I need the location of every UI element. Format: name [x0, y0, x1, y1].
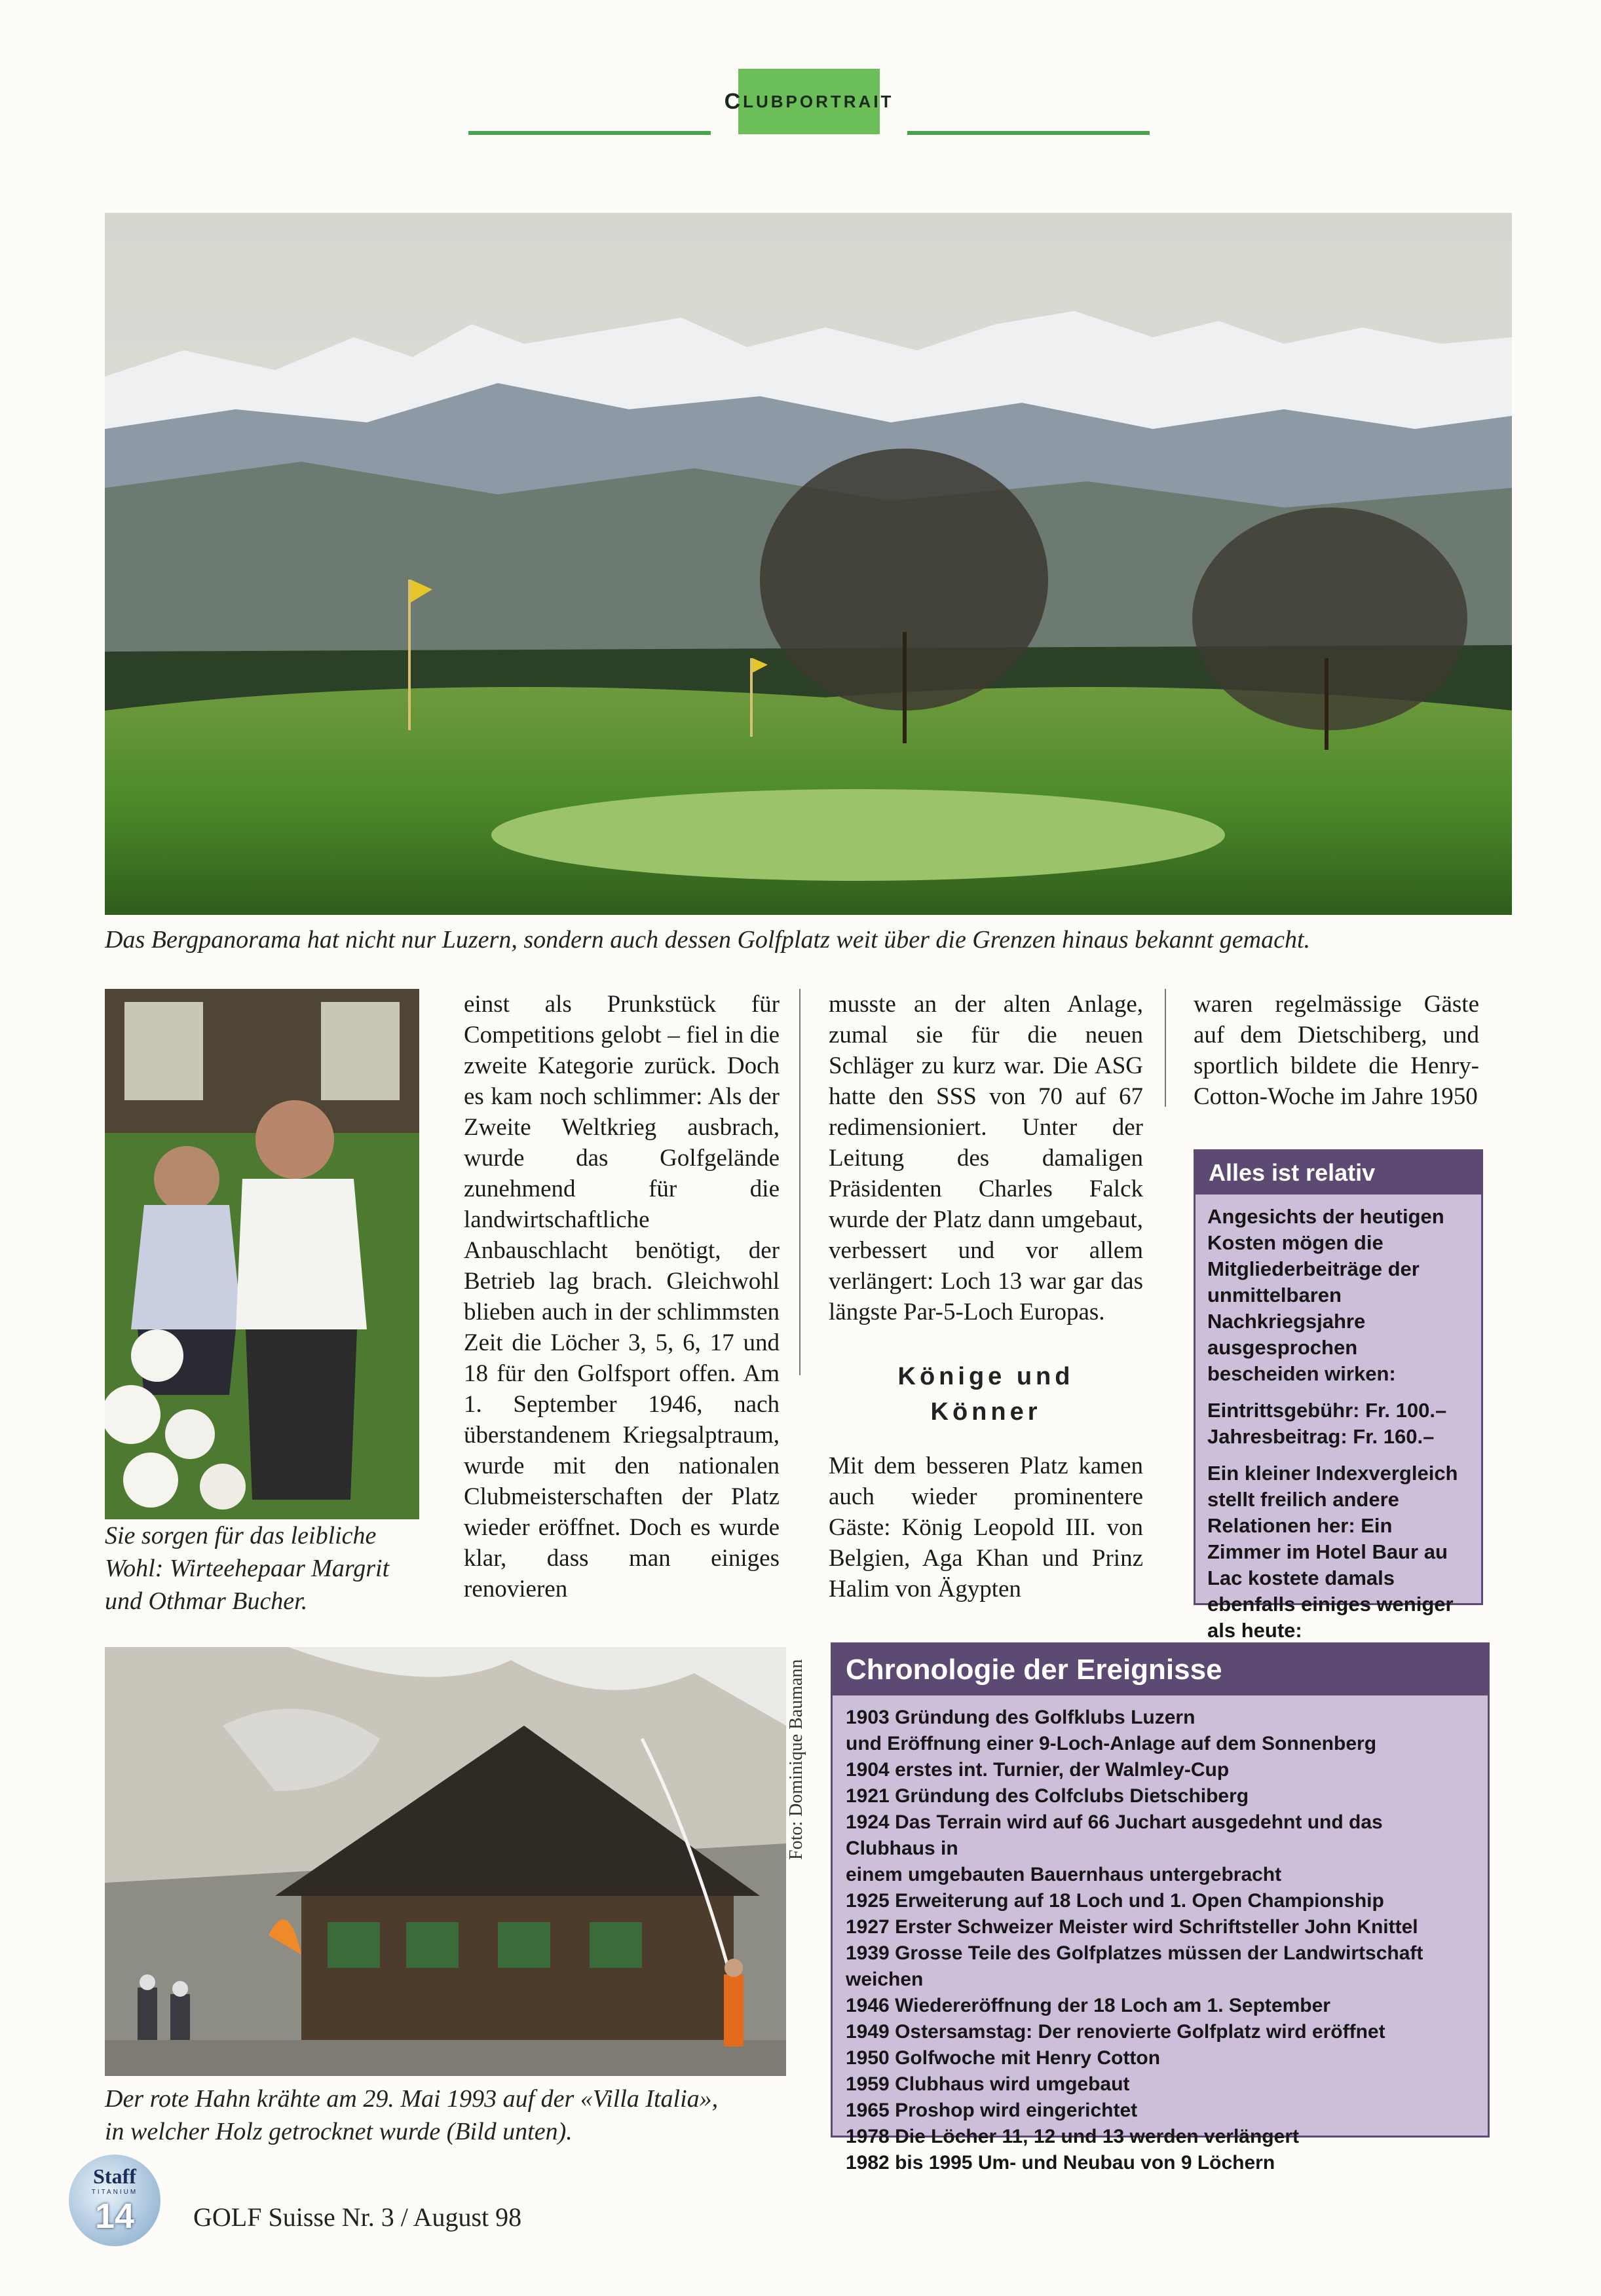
staff-titanium-logo: [69, 2155, 160, 2246]
chronology-entry: 1949 Ostersamstag: Der renovierte Golfplatz wird eröffnet: [846, 2021, 1385, 2043]
couple-caption: [105, 1519, 419, 1618]
section-label: [724, 69, 894, 134]
alles-box-para2: Ein kleiner Indexvergleich stellt freilich andere Relationen her: Ein Zimmer im Hotel Baur au Lac kostete damals ebenfalls einiges weniger als heute:: [1207, 1462, 1458, 1642]
chronology-entry: 1946 Wiedereröffnung der 18 Loch am 1. September: [846, 1995, 1330, 2016]
column-2a-text: musste an der alten Anlage, zumal sie für die neuen Schläger zu kurz war. Die ASG hatte den SSS von 70 auf 67 redimensioniert. Unter der Leitung des damaligen Präsidenten Charles Falck wurde der Platz dann umgebaut, verbessert und vor allem verlängert: Loch 13 war gar das längste Par-5-Loch Europas.: [829, 991, 1143, 1325]
page-number: 14: [94, 2196, 135, 2236]
section-subheading: [829, 1359, 1143, 1430]
chronology-entry: 1982 bis 1995 Um- und Neubau von 9 Löchern: [846, 2152, 1275, 2174]
article-column-2b: [829, 1451, 1143, 1604]
logo-subtitle: TITANIUM: [91, 2189, 138, 2196]
chronology-entry: 1959 Clubhaus wird umgebaut: [846, 2073, 1130, 2095]
fire-caption: [105, 2083, 825, 2148]
subheading-line-2: Könner: [930, 1398, 1042, 1426]
golf-panorama-photo: [105, 213, 1512, 915]
logo-word: Staff: [93, 2164, 136, 2188]
couple-caption-line: und Othmar Bucher.: [105, 1587, 308, 1615]
couple-caption-line: Wohl: Wirteehepaar Margrit: [105, 1555, 390, 1582]
panorama-caption: Das Bergpanorama hat nicht nur Luzern, sondern auch dessen Golfplatz weit über die Grenzen hinaus bekannt gemacht.: [105, 926, 1311, 954]
alles-ist-relativ-box: [1194, 1149, 1483, 1642]
chronology-title: Chronologie der Ereignisse: [833, 1644, 1488, 1695]
alles-box-fee1: Eintrittsgebühr: Fr. 100.–: [1207, 1399, 1447, 1422]
header-rule-left: [468, 131, 711, 135]
article-column-1: [464, 989, 780, 1604]
subheading-line-1: Könige und: [897, 1363, 1074, 1390]
alles-box-title: Alles ist relativ: [1196, 1151, 1481, 1194]
burning-villa-photo: [105, 1647, 786, 2076]
alles-box-fee2: Jahresbeitrag: Fr. 160.–: [1207, 1425, 1435, 1448]
chronology-entry: 1927 Erster Schweizer Meister wird Schriftsteller John Knittel: [846, 1916, 1418, 1938]
chronology-box: [831, 1642, 1490, 2174]
article-column-2a: [829, 989, 1143, 1327]
column-divider: [799, 989, 800, 1375]
couple-photo: [105, 989, 419, 1519]
fire-caption-line: in welcher Holz getrocknet wurde (Bild unten).: [105, 2118, 573, 2145]
couple-caption-line: Sie sorgen für das leibliche: [105, 1522, 377, 1549]
chronology-entry: 1978 Die Löcher 11, 12 und 13 werden verlängert: [846, 2126, 1299, 2147]
column-1-text: einst als Prunkstück für Competitions gelobt – fiel in die zweite Kategorie zurück. Doch es kam noch schlimmer: Als der Zweite Weltkrieg ausbrach, wurde das Golfgelände zunehmend für die landwirtschaftliche Anbauschlacht benötigt, der Betrieb lag brach. Gleichwohl blieben auch in der schlimmsten Zeit die Löcher 3, 5, 6, 17 und 18 für den Golfsport offen. Am 1. September 1946, nach überstandenem Kriegsalptraum, wurde mit den nationalen Clubmeisterschaften der Platz wieder eröffnet. Doch es wurde klar, dass man einiges renovieren: [464, 991, 780, 1602]
article-column-3: [1194, 989, 1479, 1112]
chronology-entry: 1950 Golfwoche mit Henry Cotton: [846, 2047, 1161, 2069]
fire-caption-line: Der rote Hahn krähte am 29. Mai 1993 auf der «Villa Italia»,: [105, 2085, 719, 2113]
chronology-entry: 1939 Grosse Teile des Golfplatzes müssen der Landwirtschaft weichen: [846, 1942, 1423, 1990]
section-label-rest: LUBPORTRAIT: [743, 91, 894, 111]
chronology-entry: 1924 Das Terrain wird auf 66 Juchart ausgedehnt und das Clubhaus in: [846, 1811, 1383, 1859]
section-label-initial: C: [724, 88, 744, 114]
chronology-entry: 1904 erstes int. Turnier, der Walmley-Cup: [846, 1759, 1230, 1781]
column-3-text: waren regelmässige Gäste auf dem Dietschiberg, und sportlich bildete die Henry-Cotton-Woche im Jahre 1950: [1194, 991, 1479, 1110]
chronology-list: [833, 1695, 1488, 2185]
chronology-entry: 1903 Gründung des Golfklubs Luzern: [846, 1707, 1196, 1728]
photo-credit: Foto: Dominique Baumann: [786, 1659, 806, 1860]
publication-info: GOLF Suisse Nr. 3 / August 98: [193, 2202, 522, 2232]
chronology-entry: und Eröffnung einer 9-Loch-Anlage auf dem Sonnenberg: [846, 1733, 1377, 1754]
chronology-entry: 1921 Gründung des Colfclubs Dietschiberg: [846, 1785, 1249, 1807]
chronology-entry: einem umgebauten Bauernhaus untergebracht: [846, 1864, 1282, 1885]
alles-box-para1: Angesichts der heutigen Kosten mögen die Mitgliederbeiträge der unmittelbaren Nachkriegsjahre ausgesprochen bescheiden wirken:: [1207, 1205, 1444, 1385]
column-divider: [1165, 989, 1166, 1107]
column-2b-text: Mit dem besseren Platz kamen auch wieder prominentere Gäste: König Leopold III. von Belgien, Aga Khan und Prinz Halim von Ägypten: [829, 1453, 1143, 1602]
chronology-entry: 1965 Proshop wird eingerichtet: [846, 2100, 1138, 2121]
header-rule-right: [907, 131, 1150, 135]
chronology-entry: 1925 Erweiterung auf 18 Loch und 1. Open Championship: [846, 1890, 1384, 1912]
